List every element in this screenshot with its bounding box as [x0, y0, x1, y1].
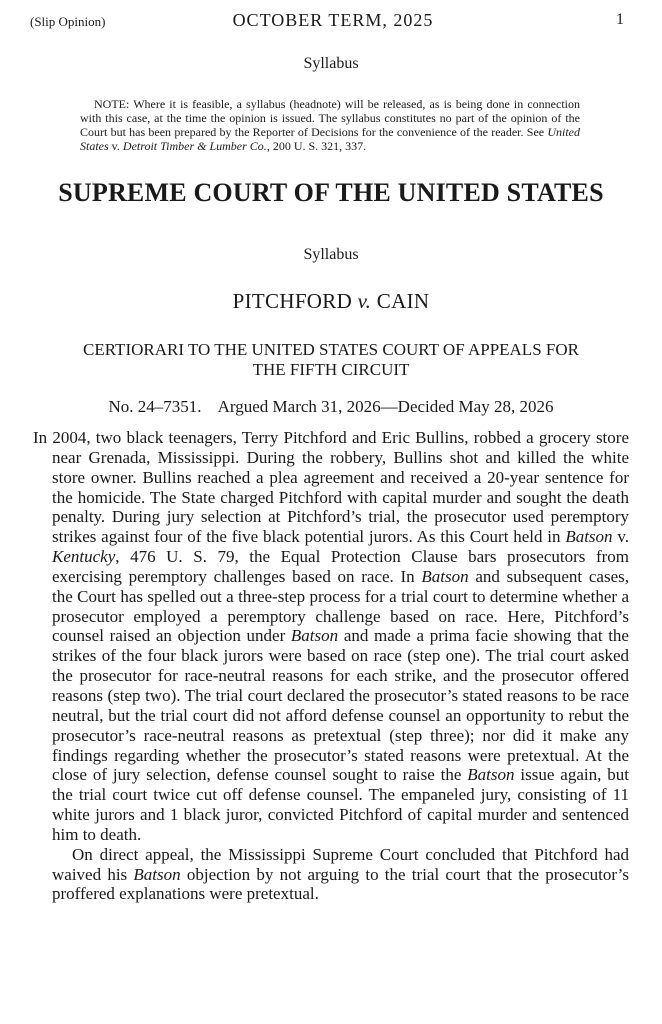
case-name-batson: Batson [565, 527, 613, 547]
petitioner-name: PITCHFORD [232, 289, 353, 313]
body-paragraph-1 [33, 428, 629, 845]
body-text-run: On direct appeal, the Mississippi Supreme Court concluded that Pitchford had waived his [52, 844, 629, 884]
note-v: v. [108, 139, 123, 153]
docket-text: No. 24–7351. Argued March 31, 2026—Decided May 28, 2026 [108, 397, 554, 416]
body-text-run: and made a prima facie showing that the strikes of the four black jurors were based on race (step one). The trial court asked the prosecutor for race-neutral reasons for each strike, and the prosecutor offered reasons (step two). The trial court declared the prosecutor’s stated reasons to be race neutral, but the trial court did not afford defense counsel an opportunity to rebut the prosecutor’s race-neutral reasons as pretextual (step three); nor did it make any findings regarding whether the prosecutor’s stated reasons were pretextual. At the close of jury selection, defense counsel sought to raise the [52, 626, 629, 785]
syllabus-heading: Syllabus [303, 55, 359, 72]
note-line: NOTE: Where it is feasible, a syllabus (headnote) will be released, as is [94, 97, 452, 111]
body-text-run: and subsequent cases, the Court has spelled out a three-step process for a trial court to determine whether a prosecutor employed a peremptory challenge based on race. Here, Pitchford’s counsel raised an objection under [52, 566, 629, 646]
note-paragraph [80, 97, 580, 153]
reporter-note [80, 97, 580, 153]
body-text-run: In 2004, two black teenagers, Terry Pitchford and Eric Bullins, robbed a grocery store near Grenada, Mississippi. During the robbery, Bullins shot and killed the white store owner. Bullins reached a plea agreement and received a 20-year sentence for the homicide. The State charged Pitchford with capital murder and sought the death penalty. During jury selection at Pitchford’s trial, the prosecutor used peremptory strikes against four of the five black potential jurors. As this Court held in [33, 428, 629, 547]
term-heading: OCTOBER TERM, 2025 [232, 10, 434, 30]
docket-line [0, 397, 662, 417]
body-text-run: v. [612, 527, 629, 547]
case-name-batson: Batson [467, 765, 515, 785]
note-line: being done in connection with this case, at the time the opinion is issued. [80, 97, 581, 125]
note-case-name-b: Detroit Timber & Lumber Co. [122, 139, 267, 153]
body-text-run: , 476 U. S. 79, the Equal Protection Clause bars prosecutors from exercising peremptory challenges based on race. In [52, 547, 629, 586]
case-name-batson: Batson [290, 626, 339, 646]
page-number: 1 [616, 11, 624, 28]
syllabus-body [33, 428, 629, 904]
syllabus-subheading: Syllabus [303, 246, 359, 263]
running-header [28, 10, 638, 34]
note-see: See [526, 125, 545, 139]
slip-opinion-label: (Slip Opinion) [30, 14, 106, 29]
certiorari-line-1: CERTIORARI TO THE UNITED STATES COURT OF APPEALS FOR [83, 340, 579, 359]
certiorari-line-2: THE FIFTH CIRCUIT [252, 360, 410, 379]
note-citation: , 200 U. S. 321, 337. [266, 139, 367, 153]
note-case-name-a: United States [80, 125, 581, 153]
certiorari-heading [0, 340, 662, 380]
body-text-run: issue again, but the trial court twice cut off defense counsel. The empaneled jury, consisting of 11 white jurors and 1 black juror, convicted Pitchford of capital murder and sentenced him to death. [52, 765, 629, 844]
note-line: The syllabus constitutes no part of the opinion of the Court but has been [80, 111, 580, 139]
respondent-name: CAIN [376, 289, 430, 313]
case-name-batson: Batson [421, 566, 469, 586]
case-name-kentucky: Kentucky [52, 547, 116, 567]
body-paragraph-2 [33, 845, 629, 905]
court-title: SUPREME COURT OF THE UNITED STATES [58, 178, 604, 207]
case-caption [0, 289, 662, 314]
body-text-run: objection by not arguing to the trial court that the prosecutor’s proffered explanations were pretextual. [52, 864, 629, 904]
versus-label: v. [357, 289, 372, 313]
note-line: prepared by the Reporter of Decisions for the convenience of the reader. [174, 125, 524, 139]
case-name-batson: Batson [133, 864, 181, 884]
